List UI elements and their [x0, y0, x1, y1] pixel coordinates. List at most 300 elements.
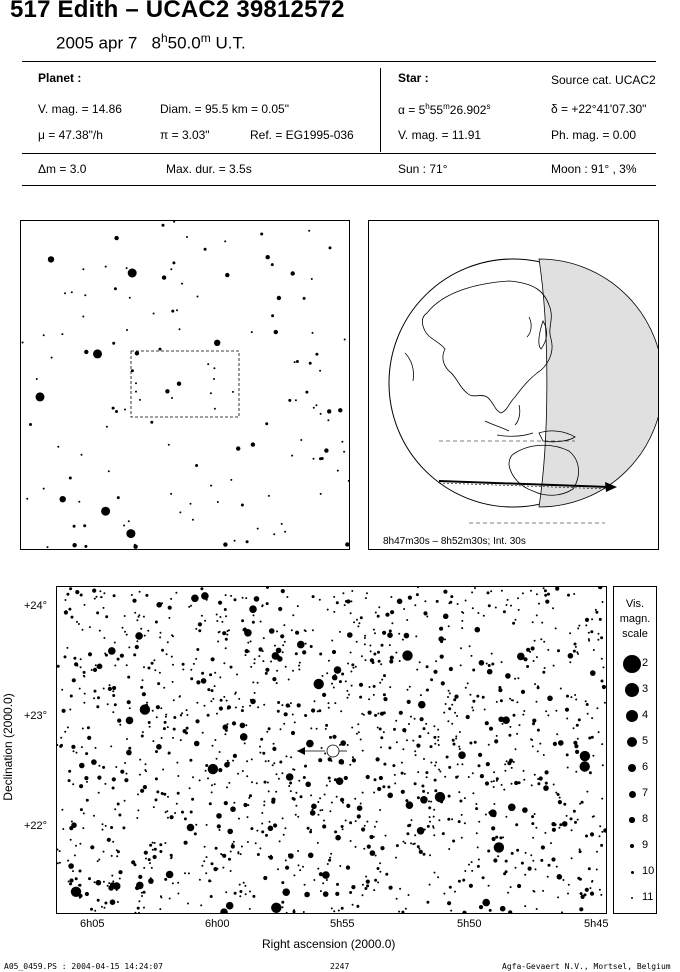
field-star [148, 878, 154, 884]
field-star [403, 841, 405, 843]
field-star [141, 895, 143, 897]
field-star [285, 666, 287, 668]
field-star [440, 655, 444, 659]
field-star [578, 718, 581, 721]
field-star [261, 812, 263, 814]
field-star [288, 785, 290, 787]
field-star [509, 759, 513, 763]
field-star [225, 615, 227, 617]
field-star [29, 423, 32, 426]
field-star [108, 885, 114, 891]
field-star [110, 826, 113, 829]
planet-diameter: Diam. = 95.5 km = 0.05" [160, 102, 289, 116]
field-star [269, 628, 275, 634]
finder-star-field [21, 221, 349, 549]
ra-tick-label: 6h05 [80, 918, 105, 930]
field-star [485, 781, 489, 785]
field-star [216, 620, 218, 622]
field-star [247, 816, 249, 818]
field-star [433, 736, 436, 739]
field-star [425, 723, 427, 725]
hours-unit: h [160, 31, 168, 45]
field-star [555, 792, 557, 794]
field-star [233, 841, 235, 843]
field-star [297, 816, 299, 818]
field-star [600, 636, 603, 639]
field-star [319, 872, 323, 876]
field-star [319, 653, 322, 656]
field-star [212, 745, 214, 747]
field-star [245, 724, 247, 726]
field-star [285, 866, 289, 870]
field-star [237, 773, 239, 775]
field-star [493, 858, 497, 862]
field-star [105, 654, 108, 657]
field-star [376, 821, 378, 823]
field-star [328, 757, 332, 761]
field-star [226, 634, 228, 636]
field-star [426, 901, 429, 904]
field-star [558, 827, 560, 829]
field-star [282, 651, 284, 653]
field-star [165, 714, 167, 716]
field-star [356, 641, 358, 643]
field-star [558, 800, 562, 804]
field-star [272, 652, 280, 660]
field-star [340, 740, 346, 746]
field-star [547, 714, 549, 716]
field-star [247, 804, 249, 806]
field-star [276, 670, 278, 672]
field-star [79, 784, 83, 788]
field-star [159, 348, 162, 351]
field-star [243, 803, 247, 807]
field-star [82, 827, 84, 829]
field-star [204, 248, 207, 251]
field-star [291, 731, 295, 735]
field-star [242, 706, 244, 708]
field-star [591, 717, 593, 719]
field-star [310, 829, 312, 831]
field-star [241, 709, 244, 712]
field-star [85, 892, 89, 896]
field-star [216, 813, 222, 819]
field-star [524, 874, 526, 876]
field-star [448, 848, 450, 850]
field-star [159, 843, 162, 846]
field-star [71, 291, 73, 293]
field-star [265, 672, 268, 675]
field-star [138, 875, 142, 879]
field-star [78, 623, 80, 625]
field-star [64, 610, 68, 614]
field-star [356, 619, 358, 621]
field-star [548, 864, 551, 867]
field-star [137, 907, 140, 910]
field-star [478, 764, 481, 767]
field-star [472, 792, 474, 794]
field-star [126, 329, 128, 331]
field-star [542, 671, 545, 674]
field-star [459, 800, 462, 803]
field-star [184, 817, 187, 820]
field-star [331, 907, 333, 909]
legend-star-dot [623, 655, 641, 673]
field-star [526, 648, 530, 652]
field-star [186, 709, 188, 711]
field-star [376, 757, 380, 761]
field-star [194, 832, 197, 835]
field-star [467, 682, 469, 684]
field-star [139, 591, 141, 593]
field-star [542, 890, 544, 892]
field-star [263, 876, 267, 880]
field-star [534, 774, 536, 776]
field-star [461, 611, 463, 613]
field-star [406, 832, 409, 835]
field-star [478, 753, 482, 757]
field-star [513, 761, 515, 763]
magnitude-legend [613, 586, 657, 914]
field-star [541, 622, 543, 624]
field-star [118, 814, 121, 817]
field-star [471, 861, 473, 863]
field-star [344, 339, 346, 341]
field-star [330, 853, 332, 855]
field-star [545, 710, 547, 712]
field-star [501, 784, 503, 786]
field-star [110, 899, 116, 905]
field-star [230, 479, 232, 481]
field-star [214, 672, 216, 674]
field-star [135, 632, 143, 640]
field-star [449, 667, 453, 671]
field-star [448, 795, 451, 798]
field-star [471, 591, 473, 593]
field-star [244, 885, 246, 887]
field-star [265, 834, 268, 837]
field-star [82, 316, 84, 318]
field-star [265, 422, 268, 425]
field-star [556, 733, 558, 735]
field-star [306, 740, 314, 748]
field-star [107, 885, 109, 887]
field-star [408, 723, 410, 725]
field-star [124, 631, 126, 633]
field-star [464, 822, 466, 824]
field-star [144, 635, 146, 637]
field-star [272, 764, 274, 766]
field-star [434, 743, 436, 745]
field-star [281, 881, 284, 884]
field-star [281, 589, 285, 593]
field-star [390, 596, 392, 598]
field-star [177, 775, 179, 777]
field-star [420, 694, 422, 696]
field-star [357, 625, 359, 627]
field-star [168, 617, 170, 619]
field-star [604, 702, 606, 704]
field-star [486, 663, 488, 665]
field-star [457, 775, 459, 777]
field-star [143, 907, 145, 909]
field-star [165, 811, 167, 813]
field-star [246, 540, 249, 543]
field-star [155, 777, 158, 780]
field-star [155, 798, 158, 801]
field-star [307, 827, 310, 830]
field-star [359, 683, 363, 687]
field-star [495, 836, 498, 839]
field-star [342, 592, 344, 594]
field-star [525, 852, 527, 854]
field-star [352, 756, 354, 758]
field-star [61, 689, 63, 691]
field-star [410, 716, 412, 718]
field-star [64, 655, 67, 658]
field-star [588, 640, 590, 642]
field-star [432, 825, 434, 827]
field-star [276, 682, 278, 684]
legend-row [614, 837, 656, 857]
field-star [585, 624, 587, 626]
field-star [298, 864, 300, 866]
field-star [452, 739, 455, 742]
field-star [266, 602, 269, 605]
field-star [390, 656, 394, 660]
field-star [579, 848, 581, 850]
field-star [317, 710, 319, 712]
field-star [186, 236, 188, 238]
field-star [317, 801, 319, 803]
field-star [577, 627, 579, 629]
field-star [277, 701, 280, 704]
field-star [544, 832, 546, 834]
field-star [126, 529, 135, 538]
field-star [112, 686, 116, 690]
field-star [197, 296, 199, 298]
field-star [59, 850, 61, 852]
field-star [223, 662, 225, 664]
field-star [86, 799, 89, 802]
field-star [459, 731, 461, 733]
field-star [265, 668, 269, 672]
field-star [380, 746, 382, 748]
field-star [368, 711, 372, 715]
field-star [417, 771, 419, 773]
field-star [100, 596, 102, 598]
field-star [186, 714, 188, 716]
field-star [159, 850, 162, 853]
field-star [57, 849, 59, 851]
field-star [374, 714, 377, 717]
field-star [452, 840, 455, 843]
field-star [257, 853, 260, 856]
event-time-hours: 8 [151, 33, 161, 53]
field-star [403, 608, 405, 610]
field-star [329, 857, 331, 859]
field-star [250, 666, 252, 668]
field-star [195, 628, 197, 630]
field-star [245, 654, 247, 656]
field-star [602, 685, 606, 689]
field-star [395, 857, 397, 859]
field-star [294, 361, 296, 363]
field-star [389, 644, 391, 646]
field-star [133, 653, 136, 656]
field-star [203, 860, 205, 862]
field-star [555, 587, 559, 591]
field-star [373, 685, 376, 688]
field-star [262, 660, 264, 662]
field-star [531, 815, 534, 818]
field-star [104, 783, 106, 785]
field-star [69, 878, 73, 882]
field-star [97, 776, 101, 780]
field-star [416, 744, 420, 748]
field-star [239, 895, 241, 897]
field-star [261, 823, 263, 825]
field-star [312, 332, 314, 334]
field-star [566, 695, 569, 698]
field-star [373, 629, 375, 631]
field-star [322, 675, 324, 677]
field-star [299, 662, 301, 664]
field-star [354, 798, 356, 800]
field-star [219, 616, 221, 618]
field-star [126, 773, 128, 775]
field-star [573, 741, 577, 745]
field-star [290, 790, 292, 792]
field-star [161, 649, 164, 652]
field-star [462, 911, 466, 913]
field-star [159, 908, 161, 910]
field-star [491, 663, 494, 666]
field-star [217, 824, 221, 828]
field-star [430, 678, 433, 681]
field-star [532, 719, 536, 723]
field-star [502, 836, 504, 838]
field-star [551, 822, 555, 826]
field-star [476, 695, 479, 698]
field-star [602, 764, 604, 766]
field-star [250, 699, 256, 705]
field-star [522, 714, 524, 716]
field-star [471, 707, 473, 709]
field-star [176, 309, 178, 311]
field-star [84, 545, 87, 548]
field-star [375, 612, 377, 614]
field-star [433, 834, 435, 836]
field-star [278, 607, 282, 611]
field-star [126, 717, 134, 725]
field-star [493, 803, 495, 805]
field-star [204, 620, 206, 622]
field-star [433, 816, 435, 818]
field-star [598, 587, 602, 589]
field-star [573, 727, 575, 729]
field-star [379, 776, 383, 780]
field-star [176, 762, 178, 764]
field-star [219, 706, 223, 710]
field-star [336, 796, 338, 798]
field-star [503, 789, 505, 791]
field-star [211, 657, 215, 661]
field-star [104, 907, 106, 909]
field-star [107, 838, 111, 842]
field-star [329, 246, 332, 249]
star-chart-frame [56, 586, 607, 914]
field-star [74, 662, 78, 666]
time-suffix: U.T. [210, 33, 246, 53]
field-star [311, 708, 315, 712]
field-star [247, 642, 249, 644]
field-star [380, 846, 384, 850]
field-star [417, 845, 420, 848]
field-star [242, 597, 244, 599]
field-star [505, 860, 508, 863]
field-star [517, 884, 521, 888]
field-star [574, 694, 576, 696]
field-star [60, 737, 62, 739]
field-star [201, 672, 204, 675]
field-star [254, 692, 256, 694]
field-star [172, 261, 175, 264]
field-star [293, 874, 295, 876]
field-star [292, 670, 294, 672]
field-star [200, 587, 203, 590]
field-star [550, 842, 552, 844]
field-star [504, 770, 506, 772]
field-star [424, 600, 426, 602]
field-star [319, 809, 321, 811]
field-star [211, 791, 213, 793]
field-star [68, 770, 71, 773]
field-star [159, 672, 161, 674]
field-star [346, 599, 350, 603]
field-star [90, 908, 93, 911]
field-star [350, 652, 352, 654]
field-star [439, 771, 441, 773]
field-star [236, 674, 238, 676]
field-star [90, 845, 94, 849]
field-star [510, 605, 512, 607]
field-star [86, 781, 88, 783]
field-star [598, 731, 600, 733]
ra-tick-label: 5h55 [330, 918, 355, 930]
field-star [397, 599, 403, 605]
finder-chart-frame [20, 220, 350, 550]
field-star [387, 632, 393, 638]
field-star [501, 661, 503, 663]
field-star [277, 868, 279, 870]
field-star [495, 607, 497, 609]
field-star [75, 590, 79, 594]
field-star [536, 701, 538, 703]
field-star [451, 704, 453, 706]
field-star [511, 852, 514, 855]
field-star [438, 744, 440, 746]
field-star [412, 740, 414, 742]
field-star [326, 879, 328, 881]
field-star [64, 731, 66, 733]
field-star [156, 790, 159, 793]
field-star [311, 804, 317, 810]
field-star [289, 782, 292, 785]
field-star [271, 903, 281, 913]
field-star [493, 786, 495, 788]
field-star [153, 313, 155, 315]
